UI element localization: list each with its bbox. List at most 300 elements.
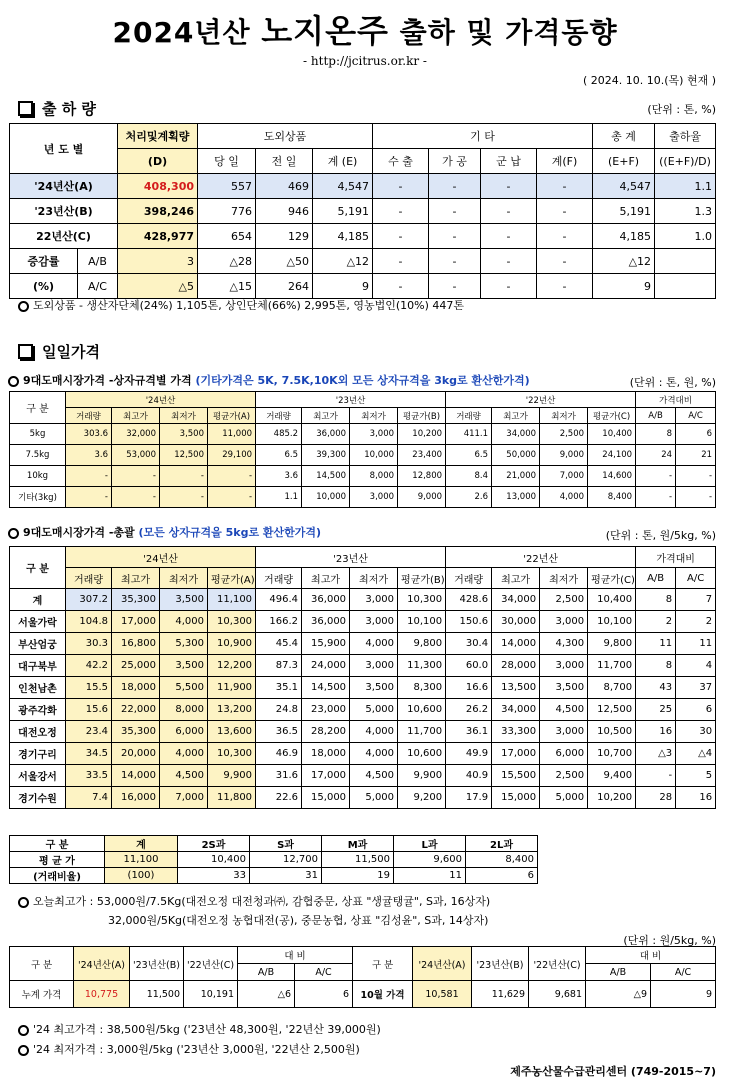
grade-col: L과 [394,836,466,852]
price-cell: 10,100 [398,611,446,633]
price-cell: 4,300 [540,633,588,655]
col-y22-2: '22년산(C) [529,947,586,981]
col-compare-2: 대 비 [586,947,716,964]
price-cell: 10,000 [302,487,350,508]
price-cell: 7,000 [160,787,208,809]
price-cell: 9,400 [588,765,636,787]
price-cell: 25 [636,699,676,721]
diff-label: 증감률 [10,249,78,274]
price-cell: 8 [636,655,676,677]
col-vol: 거래량 [256,408,302,424]
plan-value: 3 [118,249,198,274]
cell-day: 654 [198,224,256,249]
price-cell: 8,000 [160,699,208,721]
cell-total: 9 [593,274,655,299]
price-cell: - [66,466,112,487]
price-cell: - [160,487,208,508]
col-domestic: 도외상품 [198,124,373,149]
ring-bullet-icon [8,528,19,539]
price-cell: 28,200 [302,721,350,743]
plan-value: 428,977 [118,224,198,249]
price-cell: 15.5 [66,677,112,699]
col-y23: '23년산 [256,547,446,568]
price-cell: 9,200 [398,787,446,809]
price-cell: 87.3 [256,655,302,677]
grade-col: S과 [250,836,322,852]
price-cell: 29,100 [208,445,256,466]
cell-total: 4,185 [593,224,655,249]
row-label: 기타(3kg) [10,487,66,508]
col-lo: 최저가 [350,568,398,589]
price-cell: 4,500 [540,699,588,721]
price-cell: 303.6 [66,424,112,445]
month-c: 9,681 [529,981,586,1008]
col-gubun-2: 구 분 [353,947,413,981]
cum-label: 누계 가격 [10,981,74,1008]
row-label: 경기구리 [10,743,66,765]
col-hi: 최고가 [112,408,160,424]
price-cell: 31.6 [256,765,302,787]
col-lo: 최저가 [350,408,398,424]
price-cell: 36.5 [256,721,302,743]
cell-other: - [537,174,593,199]
shipment-table [9,123,716,299]
row-label: 대구북부 [10,655,66,677]
row-label: 부산엄궁 [10,633,66,655]
table-row [10,487,716,508]
price-cell: 11,000 [208,424,256,445]
row-label: 5kg [10,424,66,445]
price-cell: 10,500 [588,721,636,743]
price-cell: 8,700 [588,677,636,699]
col-y22: '22년산 [446,392,636,408]
cell-sum: 4,547 [313,174,373,199]
table-row [10,466,716,487]
price-cell: - [112,487,160,508]
price-cell: 36,000 [302,589,350,611]
col-lo: 최저가 [540,408,588,424]
site-url[interactable]: - http://jcitrus.or.kr - [303,54,427,68]
price-cell: 24,000 [302,655,350,677]
shipment-section-title: 출 하 량 [18,98,96,119]
price-cell: 6,000 [540,743,588,765]
grade-ratio: 19 [322,868,394,884]
col-plan-sub: (D) [118,149,198,174]
price-cell: 11 [636,633,676,655]
price-cell: 17.9 [446,787,492,809]
price-cell: 30,000 [492,611,540,633]
col-avg-b: 평균가(B) [398,408,446,424]
col-y24-2: '24년산(A) [413,947,472,981]
price-cell: 45.4 [256,633,302,655]
col-avg-c: 평균가(C) [588,568,636,589]
cell-sum: 4,185 [313,224,373,249]
total-price-unit: (단위 : 톤, 원/5kg, %) [605,529,716,542]
price-cell: 22,000 [112,699,160,721]
price-cell: 16 [676,787,716,809]
price-cell: 25,000 [112,655,160,677]
table-row [10,677,716,699]
price-cell: 23,000 [302,699,350,721]
row-label: 경기수원 [10,787,66,809]
cell-ratio: 1.3 [655,199,716,224]
price-cell: 485.2 [256,424,302,445]
grade-avg: 11,100 [105,852,178,868]
cell-prev: 946 [256,199,313,224]
col-ac: A/C [676,568,716,589]
price-cell: 11,800 [208,787,256,809]
price-cell: 4,000 [160,743,208,765]
table-row [10,424,716,445]
price-cell: 13,000 [492,487,540,508]
col-ac-2: A/C [651,964,716,981]
col-vol: 거래량 [446,408,492,424]
price-cell: 14,500 [302,466,350,487]
price-cell: 34,000 [492,589,540,611]
col-year: 년 도 별 [10,124,118,174]
price-cell: 34,000 [492,699,540,721]
table-row [10,721,716,743]
row-label: 서울가락 [10,611,66,633]
price-cell: - [160,466,208,487]
price-cell: 4,000 [540,487,588,508]
cum-b: 11,500 [130,981,184,1008]
diff-type: A/B [78,249,118,274]
cell-total: △12 [593,249,655,274]
table-row [10,445,716,466]
price-cell: 6.5 [256,445,302,466]
price-cell: 28,000 [492,655,540,677]
col-dom-sum: 계 (E) [313,149,373,174]
grade-ratio: 33 [178,868,250,884]
col-hi: 최고가 [302,408,350,424]
cell-process: - [429,249,481,274]
as-of-date: ( 2024. 10. 10.(목) 현재 ) [582,74,716,87]
cum-c: 10,191 [184,981,238,1008]
price-cell: 2 [636,611,676,633]
price-cell: - [112,466,160,487]
ring-bullet-icon [8,376,19,387]
price-cell: 3,500 [540,677,588,699]
grade-ratio: 6 [466,868,538,884]
price-cell: - [676,466,716,487]
price-cell: 35.1 [256,677,302,699]
cell-prev: △50 [256,249,313,274]
cell-other: - [537,274,593,299]
price-cell: 6,000 [160,721,208,743]
price-cell: 22.6 [256,787,302,809]
cell-sum: 9 [313,274,373,299]
cell-process: - [429,274,481,299]
row-label: 광주각화 [10,699,66,721]
price-cell: 8,000 [350,466,398,487]
price-cell: 30 [676,721,716,743]
grade-avg: 8,400 [466,852,538,868]
price-cell: 21,000 [492,466,540,487]
grade-col: 2S과 [178,836,250,852]
footer-center: 제주농산물수급관리센터 (749-2015~7) [510,1065,716,1078]
today-high-line1: 오늘최고가 : 53,000원/7.5Kg(대전오정 대전청과㈜, 감협중문, 상표 "생귤탱귤", S과, 16상자) [18,893,490,909]
price-cell: 9,800 [588,633,636,655]
cell-prev: 264 [256,274,313,299]
price-cell: 36,000 [302,611,350,633]
checkbox-bullet-icon [18,101,33,116]
price-cell: 9,900 [208,765,256,787]
price-cell: 8.4 [446,466,492,487]
grade-ratio: (100) [105,868,178,884]
plan-value: △5 [118,274,198,299]
price-cell: 104.8 [66,611,112,633]
row-label: 계 [10,589,66,611]
table-row [10,174,716,199]
cell-military: - [481,274,537,299]
col-y23: '23년산(B) [130,947,184,981]
price-cell: 3,000 [540,721,588,743]
price-cell: 10,000 [350,445,398,466]
col-gubun: 구 분 [10,392,66,424]
grade-col: 구 분 [10,836,105,852]
price-cell: 10,400 [588,589,636,611]
daily-section-title: 일일가격 [18,341,100,362]
price-cell: 13,200 [208,699,256,721]
col-hi: 최고가 [112,568,160,589]
price-cell: 3,000 [350,611,398,633]
col-dom-day: 당 일 [198,149,256,174]
price-cell: 37 [676,677,716,699]
price-cell: 166.2 [256,611,302,633]
price-cell: 10,200 [588,787,636,809]
box-price-table [9,391,716,508]
grade-row-label: 평 균 가 [10,852,105,868]
price-cell: 13,600 [208,721,256,743]
price-cell: 10,200 [398,424,446,445]
price-cell: 12,200 [208,655,256,677]
season-low-note: '24 최저가격 : 3,000원/5kg ('23년산 3,000원, '22년산 2,500원) [18,1041,360,1057]
price-cell: 23.4 [66,721,112,743]
shipment-unit: (단위 : 톤, %) [647,103,716,116]
cell-export: - [373,199,429,224]
col-vol: 거래량 [256,568,302,589]
price-cell: 10,300 [208,743,256,765]
col-compare: 대 비 [238,947,353,964]
price-cell: 4,000 [350,743,398,765]
grade-avg: 12,700 [250,852,322,868]
price-cell: 11,700 [398,721,446,743]
price-cell: △4 [676,743,716,765]
col-export: 수 출 [373,149,429,174]
price-cell: 15,000 [492,787,540,809]
price-cell: 18,000 [302,743,350,765]
price-cell: 43 [636,677,676,699]
price-cell: 20,000 [112,743,160,765]
price-cell: 24 [636,445,676,466]
price-cell: 9,900 [398,765,446,787]
shipment-note: 도외상품 - 생산자단체(24%) 1,105톤, 상인단체(66%) 2,995톤, 영농법인(10%) 447톤 [18,297,464,313]
price-cell: 7 [676,589,716,611]
price-cell: 10,900 [208,633,256,655]
price-cell: 5,000 [350,699,398,721]
price-cell: 9,800 [398,633,446,655]
col-ab: A/B [238,964,295,981]
price-cell: 3,000 [350,424,398,445]
cell-sum: 5,191 [313,199,373,224]
price-cell: 36,000 [302,424,350,445]
month-b: 11,629 [472,981,529,1008]
price-cell: - [66,487,112,508]
cell-export: - [373,174,429,199]
ring-bullet-icon [18,1045,29,1056]
price-cell: 9,000 [540,445,588,466]
today-high-line2: 32,000원/5Kg(대전오정 농협대전(공), 중문농협, 상표 "김성윤", S과, 14상자) [108,914,489,927]
price-cell: 3.6 [256,466,302,487]
price-cell: 42.2 [66,655,112,677]
price-cell: 3.6 [66,445,112,466]
col-other: 기 타 [373,124,593,149]
table-row [10,589,716,611]
price-cell: 46.9 [256,743,302,765]
price-cell: 3,000 [350,589,398,611]
cell-other: - [537,249,593,274]
price-cell: 8,300 [398,677,446,699]
col-avg-c: 평균가(C) [588,408,636,424]
cell-export: - [373,224,429,249]
col-vol: 거래량 [66,568,112,589]
cell-day: 557 [198,174,256,199]
cell-total: 4,547 [593,174,655,199]
table-row [10,699,716,721]
price-cell: 50,000 [492,445,540,466]
price-cell: - [636,487,676,508]
month-ac: 9 [651,981,716,1008]
price-cell: 53,000 [112,445,160,466]
price-cell: 15,000 [302,787,350,809]
price-cell: 2.6 [446,487,492,508]
price-cell: 33.5 [66,765,112,787]
price-cell: 14,600 [588,466,636,487]
ring-bullet-icon [18,1025,29,1036]
price-cell: 10,600 [398,699,446,721]
price-cell: 5,500 [160,677,208,699]
price-cell: - [636,466,676,487]
price-cell: 5 [676,765,716,787]
price-cell: 40.9 [446,765,492,787]
price-cell: 5,000 [350,787,398,809]
price-cell: 11,300 [398,655,446,677]
col-total-sub: (E+F) [593,149,655,174]
price-cell: 3,000 [350,655,398,677]
price-cell: 1.1 [256,487,302,508]
table-row [10,611,716,633]
col-hi: 최고가 [492,408,540,424]
market-price-table [9,546,716,809]
price-cell: 14,000 [112,765,160,787]
price-cell: 3,000 [540,611,588,633]
row-label: '23년산(B) [10,199,118,224]
cum-ab: △6 [238,981,295,1008]
cell-day: 776 [198,199,256,224]
price-cell: 307.2 [66,589,112,611]
price-cell: 4,500 [350,765,398,787]
price-cell: - [636,765,676,787]
price-cell: 36.1 [446,721,492,743]
cell-day: △15 [198,274,256,299]
ring-bullet-icon [18,301,29,312]
cell-ratio: 1.0 [655,224,716,249]
price-cell: 496.4 [256,589,302,611]
col-hi: 최고가 [302,568,350,589]
price-cell: 10,100 [588,611,636,633]
col-compare: 가격대비 [636,392,716,408]
table-row [10,765,716,787]
price-cell: △3 [636,743,676,765]
price-cell: 428.6 [446,589,492,611]
grade-avg: 9,600 [394,852,466,868]
col-y24: '24년산(A) [74,947,130,981]
price-cell: 9,000 [398,487,446,508]
cell-total: 5,191 [593,199,655,224]
col-hi: 최고가 [492,568,540,589]
page-title: 2024년산 노지온주 출하 및 가격동향 [112,12,618,50]
price-cell: 49.9 [446,743,492,765]
price-cell: 12,500 [588,699,636,721]
price-cell: 39,300 [302,445,350,466]
cell-export: - [373,249,429,274]
grade-avg: 11,500 [322,852,394,868]
col-ratio-sub: ((E+F)/D) [655,149,716,174]
price-cell: 5,300 [160,633,208,655]
row-label: 10kg [10,466,66,487]
price-cell: 3,000 [350,487,398,508]
price-cell: 6.5 [446,445,492,466]
table-row [10,274,716,299]
price-cell: 15,500 [492,765,540,787]
col-y24: '24년산 [66,392,256,408]
price-cell: 150.6 [446,611,492,633]
grade-price-table [9,835,538,884]
col-ab: A/B [636,408,676,424]
diff-type: A/C [78,274,118,299]
row-label: '24년산(A) [10,174,118,199]
grade-col: M과 [322,836,394,852]
cell-military: - [481,174,537,199]
price-cell: 7,000 [540,466,588,487]
col-other-sum: 계(F) [537,149,593,174]
price-cell: 24,100 [588,445,636,466]
box-price-title: 9대도매시장가격 -상자규격별 가격 (기타가격은 5K, 7.5K,10K외 모든 상자규격을 3kg로 환산한가격) [8,372,530,388]
price-cell: - [676,487,716,508]
price-cell: 15.6 [66,699,112,721]
price-cell: 411.1 [446,424,492,445]
price-cell: 3,500 [160,424,208,445]
col-dom-prev: 전 일 [256,149,313,174]
price-cell: - [208,487,256,508]
col-total: 총 계 [593,124,655,149]
col-lo: 최저가 [540,568,588,589]
price-cell: 4,500 [160,765,208,787]
price-cell: 3,500 [160,655,208,677]
cell-export: - [373,274,429,299]
price-cell: 3,500 [350,677,398,699]
price-cell: 34.5 [66,743,112,765]
row-label: 22년산(C) [10,224,118,249]
grade-ratio: 11 [394,868,466,884]
price-cell: 7.4 [66,787,112,809]
price-cell: 8 [636,424,676,445]
plan-value: 408,300 [118,174,198,199]
price-cell: 10,300 [208,611,256,633]
col-gubun: 구 분 [10,947,74,981]
grade-avg: 10,400 [178,852,250,868]
